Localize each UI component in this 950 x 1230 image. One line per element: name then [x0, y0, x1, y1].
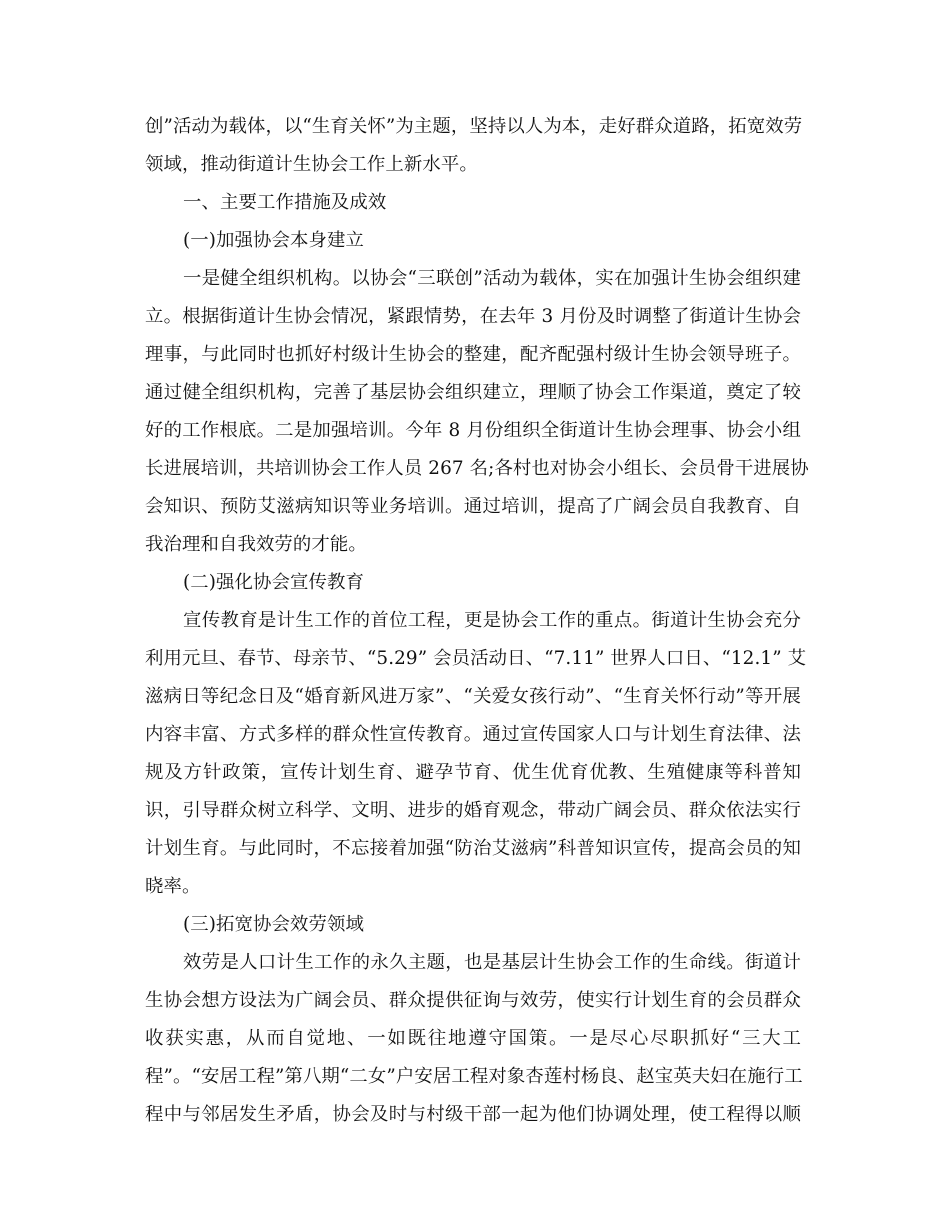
paragraph-line: 利用元旦、春节、母亲节、“5.29” 会员活动日、“7.11” 世界人口日、“12.1” 艾 — [145, 648, 807, 669]
paragraph-line: 识，引导群众树立科学、文明、进步的婚育观念，带动广阔会员、群众依法实行 — [145, 800, 801, 821]
paragraph-line: 宣传教育是计生工作的首位工程，更是协会工作的重点。街道计生协会充分 — [183, 610, 801, 631]
paragraph-line: 程”。“安居工程”第八期“二女”户安居工程对象杏莲村杨良、赵宝英夫妇在施行工 — [145, 1066, 803, 1087]
paragraph-line: 生协会想方设法为广阔会员、群众提供征询与效劳，使实行计划生育的会员群众 — [145, 990, 801, 1011]
paragraph-line: 一是健全组织机构。以协会“三联创”活动为载体，实在加强计生协会组织建 — [183, 268, 801, 289]
document-page — [145, 112, 809, 1125]
subsection-heading: (三)拓宽协会效劳领域 — [183, 914, 364, 935]
paragraph-line: 通过健全组织机构，完善了基层协会组织建立，理顺了协会工作渠道，奠定了较 — [145, 382, 801, 403]
paragraph-line: 内容丰富、方式多样的群众性宣传教育。通过宣传国家人口与计划生育法律、法 — [145, 724, 801, 745]
paragraph-line: 效劳是人口计生工作的永久主题，也是基层计生协会工作的生命线。街道计 — [183, 952, 801, 973]
paragraph-line: 晓率。 — [145, 876, 201, 897]
paragraph-line: 立。根据街道计生协会情况，紧跟情势，在去年 3 月份及时调整了街道计生协会 — [145, 306, 801, 327]
paragraph-line: 程中与邻居发生矛盾，协会及时与村级干部一起为他们协调处理，使工程得以顺 — [145, 1104, 801, 1125]
section-heading: 一、主要工作措施及成效 — [183, 192, 387, 213]
subsection-heading: (二)强化协会宣传教育 — [183, 572, 364, 593]
paragraph-line: 我治理和自我效劳的才能。 — [145, 534, 367, 555]
paragraph-line: 规及方针政策，宣传计划生育、避孕节育、优生优育优教、生殖健康等科普知 — [145, 762, 801, 783]
paragraph-line: 创”活动为载体，以“生育关怀”为主题，坚持以人为本，走好群众道路，拓宽效劳 — [145, 116, 803, 137]
paragraph-line: 理事，与此同时也抓好村级计生协会的整建，配齐配强村级计生协会领导班子。 — [145, 344, 801, 365]
paragraph-line: 会知识、预防艾滋病知识等业务培训。通过培训，提高了广阔会员自我教育、自 — [145, 496, 801, 517]
paragraph-line: 好的工作根底。二是加强培训。今年 8 月份组织全街道计生协会理事、协会小组 — [145, 420, 801, 441]
paragraph-line: 领域，推动街道计生协会工作上新水平。 — [145, 154, 478, 175]
paragraph-line: 计划生育。与此同时，不忘接着加强“防治艾滋病”科普知识宣传，提高会员的知 — [145, 838, 801, 859]
paragraph-line: 收获实惠，从而自觉地、一如既往地遵守国策。一是尽心尽职抓好“三大工 — [145, 1028, 801, 1049]
paragraph-line: 滋病日等纪念日及“婚育新风进万家”、“关爱女孩行动”、“生育关怀行动”等开展 — [145, 686, 801, 707]
subsection-heading: (一)加强协会本身建立 — [183, 230, 364, 251]
paragraph-line: 长进展培训，共培训协会工作人员 267 名;各村也对协会小组长、会员骨干进展协 — [145, 458, 809, 479]
